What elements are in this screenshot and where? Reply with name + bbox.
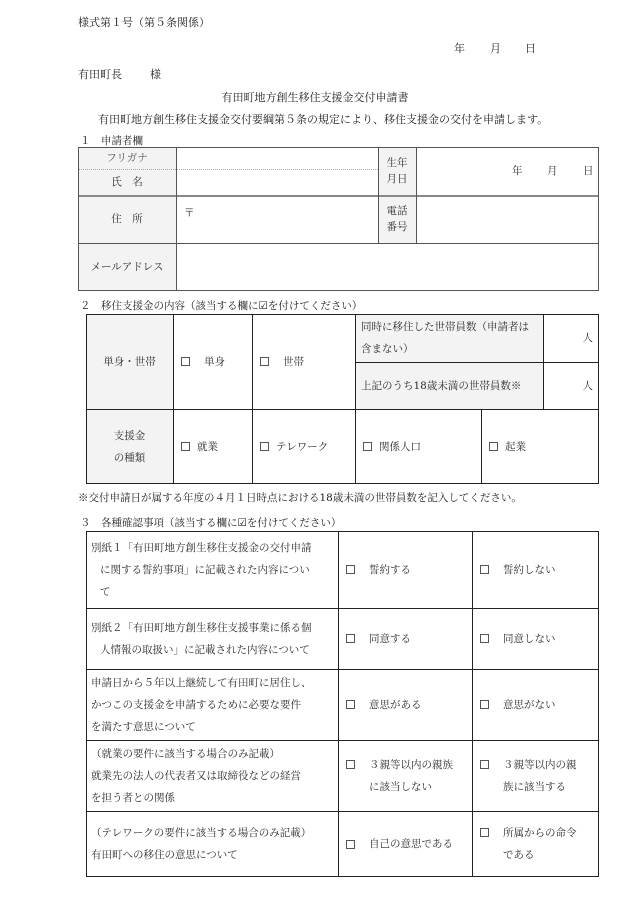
border [78,147,599,148]
checkbox-icon[interactable] [363,442,372,451]
border [86,740,599,741]
checkbox-icon[interactable] [346,565,355,574]
email-label: メールアドレス [78,243,176,291]
checkbox-icon[interactable] [346,634,355,643]
option-household[interactable]: 世帯 [252,314,355,409]
confirm-row-2-text: 別紙２「有田町地方創生移住支援事業に係る個 人情報の取扱い」に記載された内容について [91,621,312,656]
checkbox-icon[interactable] [480,634,489,643]
checkbox-icon[interactable] [346,840,355,849]
border [86,811,599,812]
border [78,195,599,197]
border [176,147,177,291]
border [86,608,599,609]
section2-heading: ２ 移住支援金の内容（該当する欄に☑を付けてください） [80,300,363,312]
border [86,314,599,315]
section1-heading: １ 申請者欄 [80,135,143,147]
minors-label: 上記のうち18歳未満の世帯員数※ [355,362,543,409]
section3-heading: ３ 各種確認事項（該当する欄に☑を付けてください） [80,517,342,529]
border [86,531,599,532]
confirm-row-4-text: （就業の要件に該当する場合のみ記載） 就業先の法人の代表者又は取締役などの経営 を担う者との関係 [91,747,301,804]
household-members-label: 同時に移住した世帯員数（申請者は含まない） [355,314,543,362]
minors-field[interactable]: 人 [582,379,593,392]
addressee: 有田町長 [78,68,122,81]
border [86,531,87,877]
birthdate-field[interactable]: 年 月 日 [512,165,594,177]
border [86,483,599,484]
confirm-row-5-yes[interactable]: 自己の意思である [338,811,472,877]
name-label: 氏 名 [78,169,176,195]
name-field[interactable] [176,169,378,195]
border [598,531,599,877]
border [78,147,79,291]
option-telework[interactable]: テレワーク [252,409,355,484]
honorific: 様 [150,68,161,81]
household-members-field[interactable]: 人 [582,332,593,344]
border [86,876,599,877]
applicant-table [78,147,599,291]
border [472,531,473,877]
email-field[interactable] [176,243,599,291]
confirm-row-5-text: （テレワークの要件に該当する場合のみ記載） 有田町への移住の意思について [91,827,312,861]
border [598,314,599,484]
option-employment[interactable]: 就業 [173,409,252,484]
border [86,314,87,484]
confirm-row-1-text: 別紙１「有田町地方創生移住支援金の交付申請 に関する誓約事項」に記載された内容につい て [91,541,312,598]
border [86,409,599,410]
support-content-table [86,314,599,484]
confirm-row-2-no[interactable]: 同意しない [472,608,599,669]
checkbox-icon[interactable] [480,565,489,574]
postal-mark: 〒 [184,207,195,219]
checkbox-icon[interactable] [480,700,489,709]
confirm-row-2-yes[interactable]: 同意する [338,608,472,669]
option-single[interactable]: 単身 [173,314,252,409]
confirm-row-3-text: 申請日から５年以上継続して有田町に居住し、 かつこの支援金を申請するために必要な要件 を満たす意思について [91,676,312,733]
footnote: ※交付申請日が属する年度の４月１日時点における18歳未満の世帯員数を記入してください。 [78,492,522,504]
border [481,409,482,484]
confirm-row-4-no[interactable]: ３親等以内の親 族に該当する [472,740,599,811]
furigana-field[interactable] [176,147,378,169]
form-number: 様式第１号（第５条関係） [78,16,210,29]
document-title: 有田町地方創生移住支援金交付申請書 [221,91,409,104]
confirmation-table [86,531,599,877]
phone-field[interactable] [416,195,599,243]
checkbox-icon[interactable] [260,357,269,366]
confirm-row-1-yes[interactable]: 誓約する [338,531,472,608]
checkbox-icon[interactable] [480,760,489,769]
confirm-row-4-yes[interactable]: ３親等以内の親族 に該当しない [338,740,472,811]
checkbox-icon[interactable] [346,760,355,769]
date-month-label: 月 [490,42,501,55]
border [78,169,378,170]
border [543,314,544,409]
border [173,314,174,484]
checkbox-icon[interactable] [480,828,489,837]
address-label: 住 所 [78,195,176,243]
checkbox-icon[interactable] [260,442,269,451]
furigana-label: フリガナ [78,147,176,169]
support-type-label: 支援金 の種類 [86,409,173,484]
checkbox-icon[interactable] [346,700,355,709]
border [86,669,599,670]
border [338,531,339,877]
confirm-row-5-no[interactable]: 所属からの命令 である [472,811,599,877]
confirm-row-1-no[interactable]: 誓約しない [472,531,599,608]
intro-text: 有田町地方創生移住支援金交付要綱第５条の規定により、移住支援金の交付を申請します。 [98,113,549,126]
birthdate-label: 生年 月日 [378,147,416,195]
address-field[interactable] [176,195,378,243]
border [355,314,356,484]
phone-label: 電話 番号 [378,195,416,243]
confirm-row-3-no[interactable]: 意思がない [472,669,599,740]
border [416,147,417,243]
date-year-label: 年 [454,42,465,55]
household-label: 単身・世帯 [86,314,173,409]
option-related-population[interactable]: 関係人口 [355,409,481,484]
border [78,243,599,244]
confirm-row-3-yes[interactable]: 意思がある [338,669,472,740]
checkbox-icon[interactable] [181,357,190,366]
checkbox-icon[interactable] [181,442,190,451]
border [378,147,379,243]
date-day-label: 日 [525,42,536,55]
border [78,290,599,291]
option-startup[interactable]: 起業 [481,409,599,484]
border [252,314,253,484]
border [598,147,599,291]
border [355,362,599,363]
checkbox-icon[interactable] [489,442,498,451]
